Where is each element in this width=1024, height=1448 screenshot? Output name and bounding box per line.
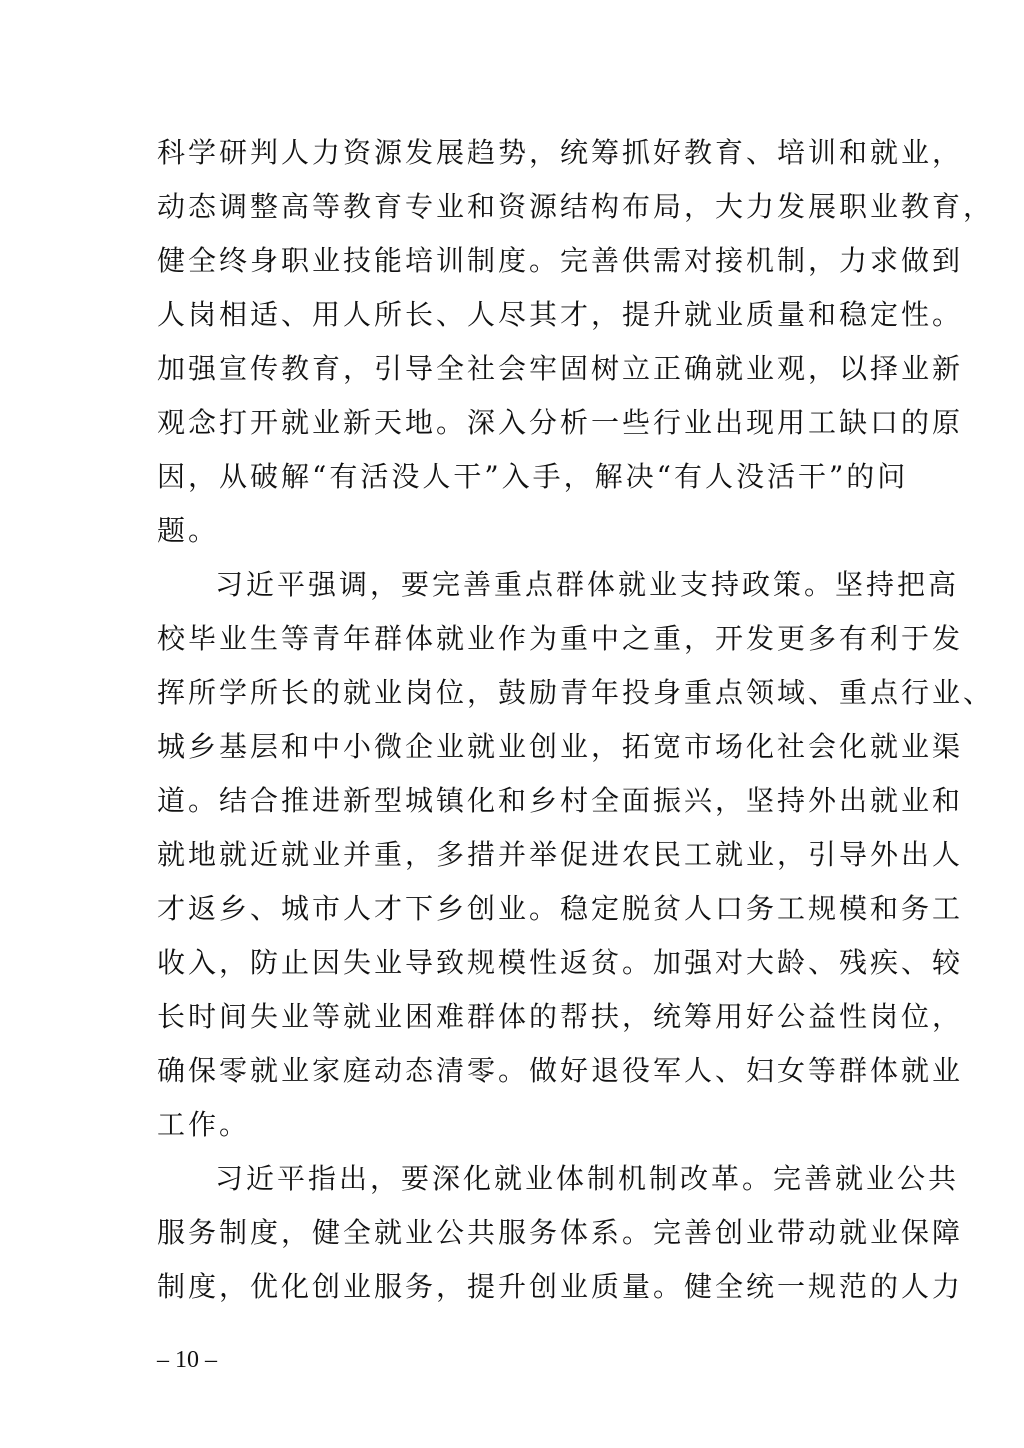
- text-line: 观念打开就业新天地。深入分析一些行业出现用工缺口的原: [157, 406, 964, 439]
- text-line: 收入，防止因失业导致规模性返贫。加强对大龄、残疾、较: [157, 946, 964, 979]
- text-line: 就地就近就业并重，多措并举促进农民工就业，引导外出人: [157, 838, 964, 871]
- text-line: 题。: [157, 514, 220, 547]
- text-line: 加强宣传教育，引导全社会牢固树立正确就业观，以择业新: [157, 352, 964, 385]
- text-line: 人岗相适、用人所长、人尽其才，提升就业质量和稳定性。: [157, 298, 964, 331]
- text-line: 挥所学所长的就业岗位，鼓励青年投身重点领域、重点行业、: [157, 676, 995, 709]
- body-text: [157, 126, 995, 1314]
- page-number: – 10 –: [157, 1347, 217, 1373]
- text-line: 因，从破解“有活没人干”入手，解决“有人没活干”的问: [157, 460, 909, 493]
- text-line: 城乡基层和中小微企业就业创业，拓宽市场化社会化就业渠: [157, 730, 964, 763]
- text-line: 确保零就业家庭动态清零。做好退役军人、妇女等群体就业: [157, 1054, 964, 1087]
- paragraph-start-line: 习近平强调，要完善重点群体就业支持政策。坚持把高: [215, 568, 960, 601]
- text-line: 服务制度，健全就业公共服务体系。完善创业带动就业保障: [157, 1216, 964, 1249]
- text-line: 校毕业生等青年群体就业作为重中之重，开发更多有利于发: [157, 622, 964, 655]
- text-line: 制度，优化创业服务，提升创业质量。健全统一规范的人力: [157, 1270, 964, 1303]
- text-line: 健全终身职业技能培训制度。完善供需对接机制，力求做到: [157, 244, 964, 277]
- text-line: 才返乡、城市人才下乡创业。稳定脱贫人口务工规模和务工: [157, 892, 964, 925]
- paragraph-start-line: 习近平指出，要深化就业体制机制改革。完善就业公共: [215, 1162, 960, 1195]
- text-line: 长时间失业等就业困难群体的帮扶，统筹用好公益性岗位，: [157, 1000, 964, 1033]
- text-line: 道。结合推进新型城镇化和乡村全面振兴，坚持外出就业和: [157, 784, 964, 817]
- text-line: 科学研判人力资源发展趋势，统筹抓好教育、培训和就业，: [157, 136, 964, 169]
- text-line: 工作。: [157, 1108, 251, 1141]
- text-line: 动态调整高等教育专业和资源结构布局，大力发展职业教育，: [157, 190, 995, 223]
